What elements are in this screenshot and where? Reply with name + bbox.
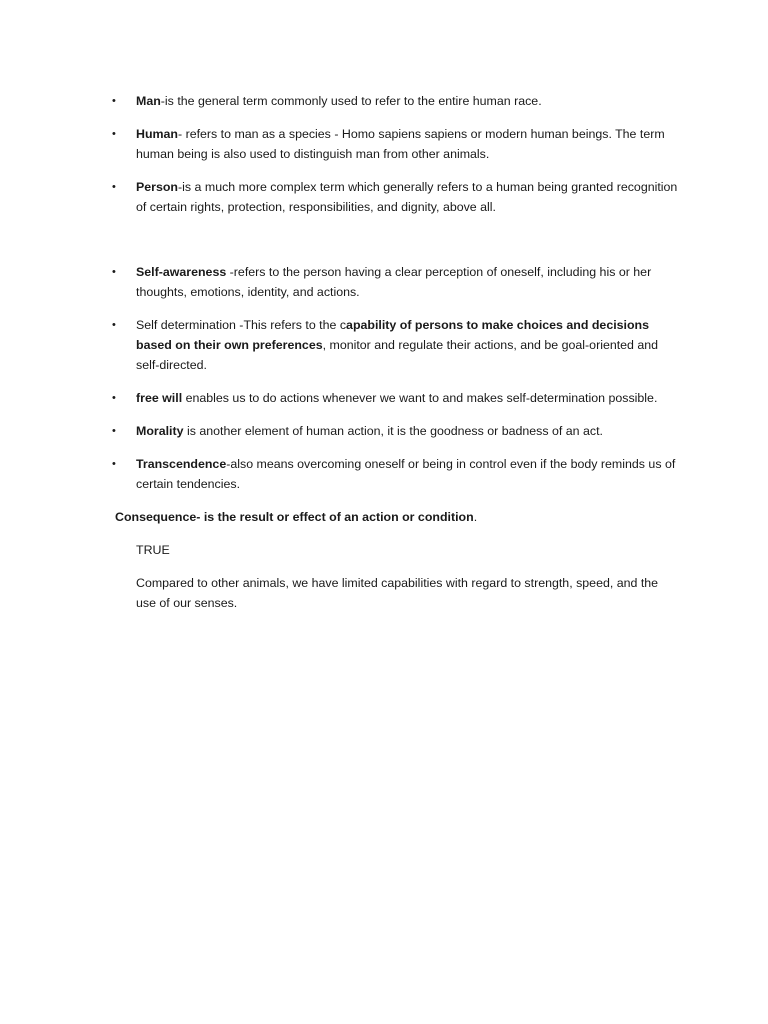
definition-man: -is the general term commonly used to refer to the entire human race.: [160, 94, 542, 108]
bullet-icon: •: [112, 319, 116, 331]
definitions-list-2: [0, 262, 768, 507]
definition-transcendence: -also means overcoming oneself or being in control even if the body reminds us of certain tendencies.: [136, 457, 676, 491]
term-free-will: free will: [136, 391, 183, 405]
compared-paragraph: Compared to other animals, we have limited capabilities with regard to strength, speed, and the use of our senses.: [136, 576, 659, 610]
definition-free-will: enables us to do actions whenever we want to and makes self-determination possible.: [182, 391, 658, 405]
bullet-icon: •: [112, 95, 116, 107]
bullet-icon: •: [112, 458, 116, 470]
definitions-list-1: [0, 91, 768, 230]
term-man: Man: [136, 94, 161, 108]
definition-human: - refers to man as a species - Homo sapiens sapiens or modern human beings. The term human being is also used to distinguish man from other animals.: [136, 127, 665, 161]
term-person: Person: [136, 180, 179, 194]
definition-person: -is a much more complex term which generally refers to a human being granted recognition of certain rights, protection, responsibilities, and dignity, above all.: [136, 180, 678, 214]
list-item-free-will: [0, 388, 681, 421]
term-transcendence: Transcendence: [136, 457, 227, 471]
bullet-icon: •: [112, 181, 116, 193]
list-item-transcendence: [0, 454, 681, 507]
list-item-person: [0, 177, 681, 230]
list-item-human: [0, 124, 681, 177]
definition-morality: is another element of human action, it is the goodness or badness of an act.: [183, 424, 603, 438]
bullet-icon: •: [112, 425, 116, 437]
list-item-morality: [0, 421, 681, 454]
true-label: TRUE: [136, 543, 170, 557]
consequence-text: Consequence- is the result or effect of an action or condition: [115, 510, 474, 524]
list-item-man: [0, 91, 681, 124]
definition-self-awareness: -refers to the person having a clear perception of oneself, including his or her thoughts, emotions, identity, and actions.: [136, 265, 652, 299]
consequence-period: .: [473, 510, 478, 524]
list-item-self-awareness: [0, 262, 681, 315]
definition-self-determination-bold: apability of persons to make choices and decisions based on their own preferences: [136, 318, 650, 352]
term-morality: Morality: [136, 424, 184, 438]
term-self-awareness: Self-awareness: [136, 265, 227, 279]
list-item-self-determination: [0, 315, 681, 388]
bullet-icon: •: [112, 392, 116, 404]
term-self-determination: Self determination -This refers to the c: [136, 318, 347, 332]
bullet-icon: •: [112, 128, 116, 140]
definition-self-determination: , monitor and regulate their actions, and be goal-oriented and self-directed.: [136, 338, 659, 372]
bullet-icon: •: [112, 266, 116, 278]
consequence-line: [115, 507, 675, 527]
term-human: Human: [136, 127, 178, 141]
